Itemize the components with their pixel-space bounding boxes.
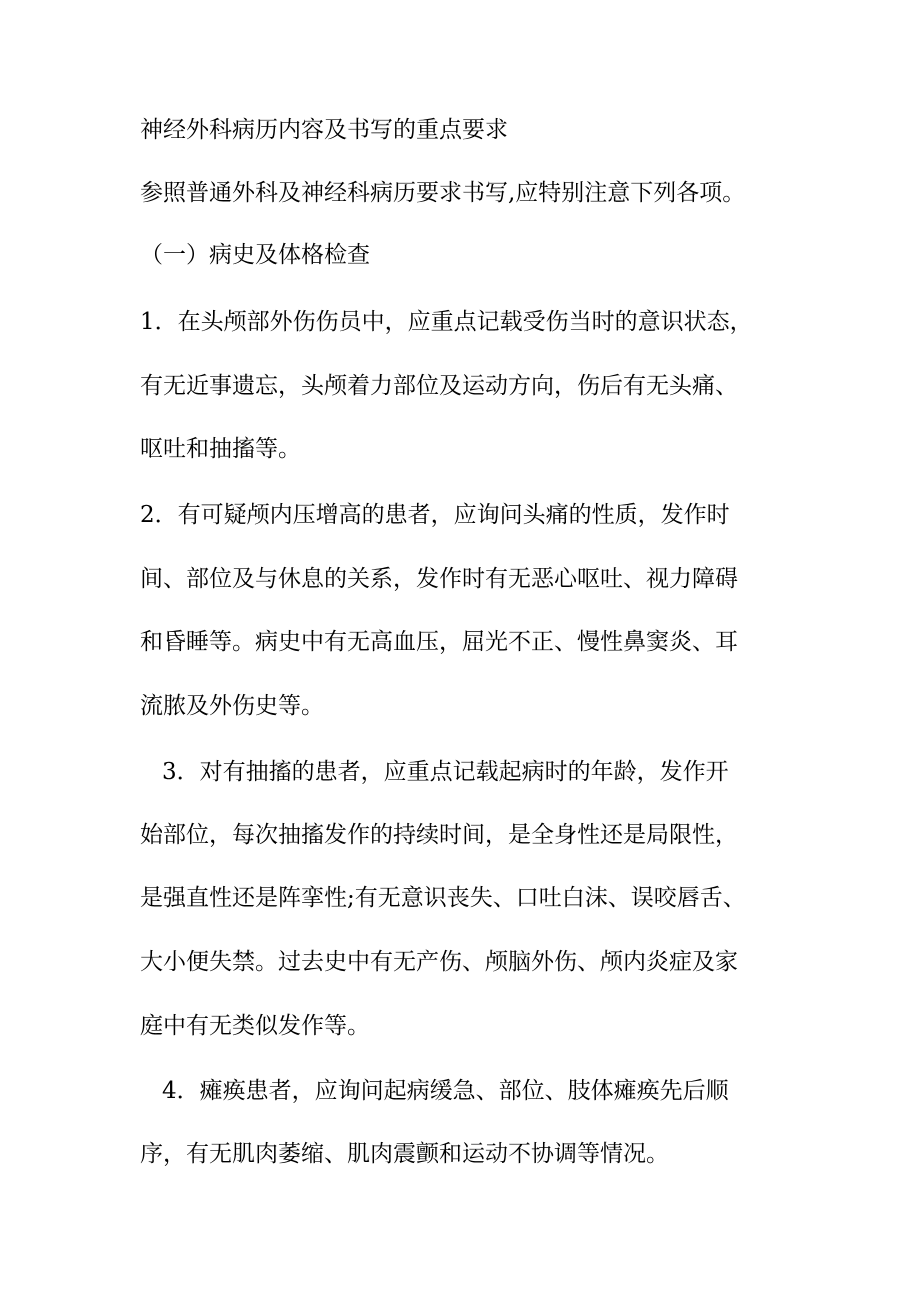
section-heading: （一）病史及体格检查 [140, 242, 370, 268]
paragraph-line: 有无近事遗忘，头颅着力部位及运动方向，伤后有无头痛、 [140, 373, 738, 399]
paragraph-line: 庭中有无类似发作等。 [140, 1013, 370, 1039]
paragraph-line: 间、部位及与休息的关系，发作时有无恶心呕吐、视力障碍 [140, 566, 738, 592]
paragraph-line: 3．对有抽搐的患者，应重点记载起病时的年龄，发作开 [162, 759, 729, 785]
paragraph-line: 2．有可疑颅内压增高的患者，应询问头痛的性质，发作时 [140, 502, 730, 528]
paragraph-line: 呕吐和抽搐等。 [140, 436, 301, 462]
paragraph-line: 始部位，每次抽搐发作的持续时间，是全身性还是局限性， [140, 822, 738, 848]
paragraph-line: 1．在头颅部外伤伤员中，应重点记载受伤当时的意识状态， [140, 309, 753, 335]
paragraph-line: 和昏睡等。病史中有无高血压，屈光不正、慢性鼻窦炎、耳 [140, 629, 738, 655]
paragraph-line: 序，有无肌肉萎缩、肌肉震颤和运动不协调等情况。 [140, 1141, 669, 1167]
paragraph-line: 是强直性还是阵挛性;有无意识丧失、口吐白沫、误咬唇舌、 [140, 885, 746, 911]
document-title: 神经外科病历内容及书写的重点要求 [140, 117, 508, 143]
paragraph-line: 4．瘫痪患者，应询问起病缓急、部位、肢体瘫痪先后顺 [162, 1078, 729, 1104]
paragraph-line: 流脓及外伤史等。 [140, 693, 324, 719]
intro-paragraph: 参照普通外科及神经科病历要求书写,应特别注意下列各项。 [140, 180, 746, 206]
paragraph-line: 大小便失禁。过去史中有无产伤、颅脑外伤、颅内炎症及家 [140, 949, 738, 975]
